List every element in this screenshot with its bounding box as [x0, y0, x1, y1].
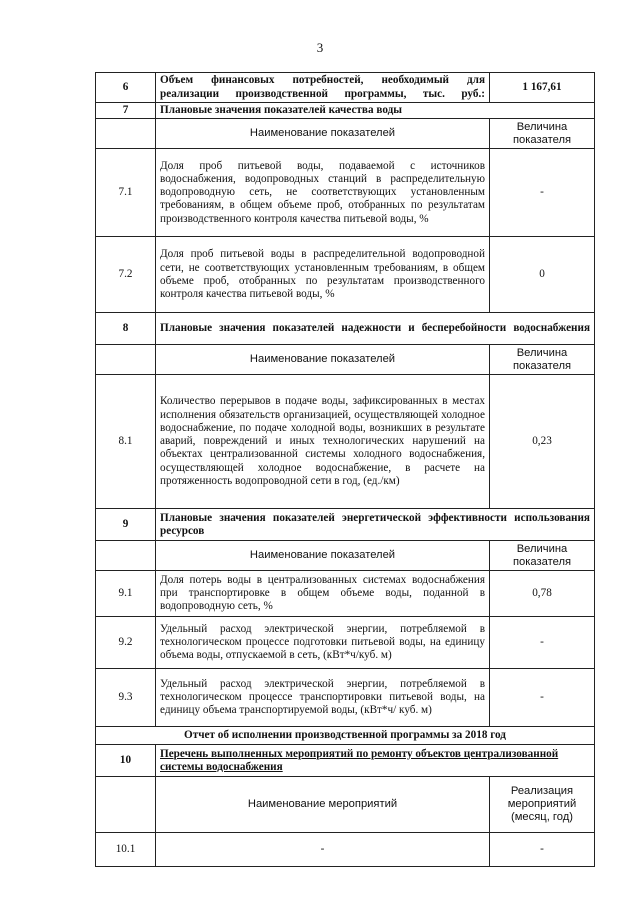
column-header-value: Реализация мероприятий (месяц, год) [490, 777, 595, 833]
section-8-header [96, 345, 595, 375]
row-number: 10.1 [96, 833, 156, 867]
section-number: 7 [96, 103, 156, 119]
indicator-description: Доля проб питьевой воды в распределительной водопроводной сети, не соответствующих установленным требованиям, в общем объеме проб, отобранных по результатам производственного контроля качества питьевой воды, % [156, 237, 490, 313]
indicator-value: - [490, 149, 595, 237]
section-title [156, 745, 595, 777]
section-8-heading [96, 313, 595, 345]
column-header-value: Величина показателя [490, 345, 595, 375]
indicator-value: 0,23 [490, 375, 595, 509]
column-header-value: Величина показателя [490, 541, 595, 571]
section-title: Плановые значения показателей надежности и бесперебойности водоснабжения [156, 313, 595, 345]
row-number: 9.3 [96, 669, 156, 727]
column-header-name: Наименование показателей [156, 541, 490, 571]
indicator-value: - [490, 617, 595, 669]
column-header-name: Наименование показателей [156, 345, 490, 375]
section-9-header [96, 541, 595, 571]
indicator-description: Доля проб питьевой воды, подаваемой с источников водоснабжения, водопроводных станций в распределительную водопроводную сеть, не соответствующих установленным требованиям, в общем объеме проб, отобранных по результатам производственного контроля качества питьевой воды, % [156, 149, 490, 237]
report-title: Отчет об исполнении производственной программы за 2018 год [96, 727, 595, 745]
indicator-value: 0 [490, 237, 595, 313]
column-header-name: Наименование мероприятий [156, 777, 490, 833]
row-number: 6 [96, 73, 156, 103]
row-number: 8.1 [96, 375, 156, 509]
row-title: Объем финансовых потребностей, необходимый для реализации производственной программы, тыс. руб.: [156, 73, 490, 103]
program-table [95, 72, 595, 867]
section-10-header [96, 777, 595, 833]
indicator-value: - [490, 669, 595, 727]
table-row [96, 149, 595, 237]
table-row [96, 833, 595, 867]
empty-cell [96, 119, 156, 149]
section-9-heading [96, 509, 595, 541]
section-title: Плановые значения показателей качества воды [156, 103, 595, 119]
section-7-header [96, 119, 595, 149]
section-number: 10 [96, 745, 156, 777]
empty-cell [96, 541, 156, 571]
table-row [96, 237, 595, 313]
table-row [96, 669, 595, 727]
indicator-description: Удельный расход электрической энергии, потребляемой в технологическом процессе транспортировки питьевой воды, на единицу объема транспортируемой воды, (кВт*ч/ куб. м) [156, 669, 490, 727]
section-10-heading [96, 745, 595, 777]
row-number: 7.2 [96, 237, 156, 313]
report-heading-row [96, 727, 595, 745]
section-number: 8 [96, 313, 156, 345]
column-header-name: Наименование показателей [156, 119, 490, 149]
section-title: Плановые значения показателей энергетической эффективности использования ресурсов [156, 509, 595, 541]
measure-value: - [490, 833, 595, 867]
measure-description: - [156, 833, 490, 867]
empty-cell [96, 777, 156, 833]
indicator-description: Доля потерь воды в централизованных системах водоснабжения при транспортировке в общем объеме воды, поданной в водопроводную сеть, % [156, 571, 490, 617]
empty-cell [96, 345, 156, 375]
table-row [96, 375, 595, 509]
section-7-heading [96, 103, 595, 119]
table-row [96, 617, 595, 669]
indicator-description: Удельный расход электрической энергии, потребляемой в технологическом процессе подготовки питьевой воды, на единицу объема воды, отпускаемой в сеть, (кВт*ч/куб. м) [156, 617, 490, 669]
page-number: 3 [316, 40, 324, 55]
section-title-text: Перечень выполненных мероприятий по ремонту объектов централизованной системы водоснабжения [160, 747, 559, 773]
row-number: 9.2 [96, 617, 156, 669]
row-6 [96, 73, 595, 103]
indicator-description: Количество перерывов в подаче воды, зафиксированных в местах исполнения обязательств организацией, осуществляющей холодное водоснабжение, по подаче холодной воды, возникших в результате аварий, повреждений и иных технологических нарушений на объектах централизованной системы холодного водоснабжения, осуществляющей холодное водоснабжение, в расчете на протяженность водопроводной сети в год, (ед./км) [156, 375, 490, 509]
row-number: 7.1 [96, 149, 156, 237]
financial-needs-value: 1 167,61 [490, 73, 595, 103]
row-number: 9.1 [96, 571, 156, 617]
table-row [96, 571, 595, 617]
section-number: 9 [96, 509, 156, 541]
column-header-value: Величина показателя [490, 119, 595, 149]
indicator-value: 0,78 [490, 571, 595, 617]
